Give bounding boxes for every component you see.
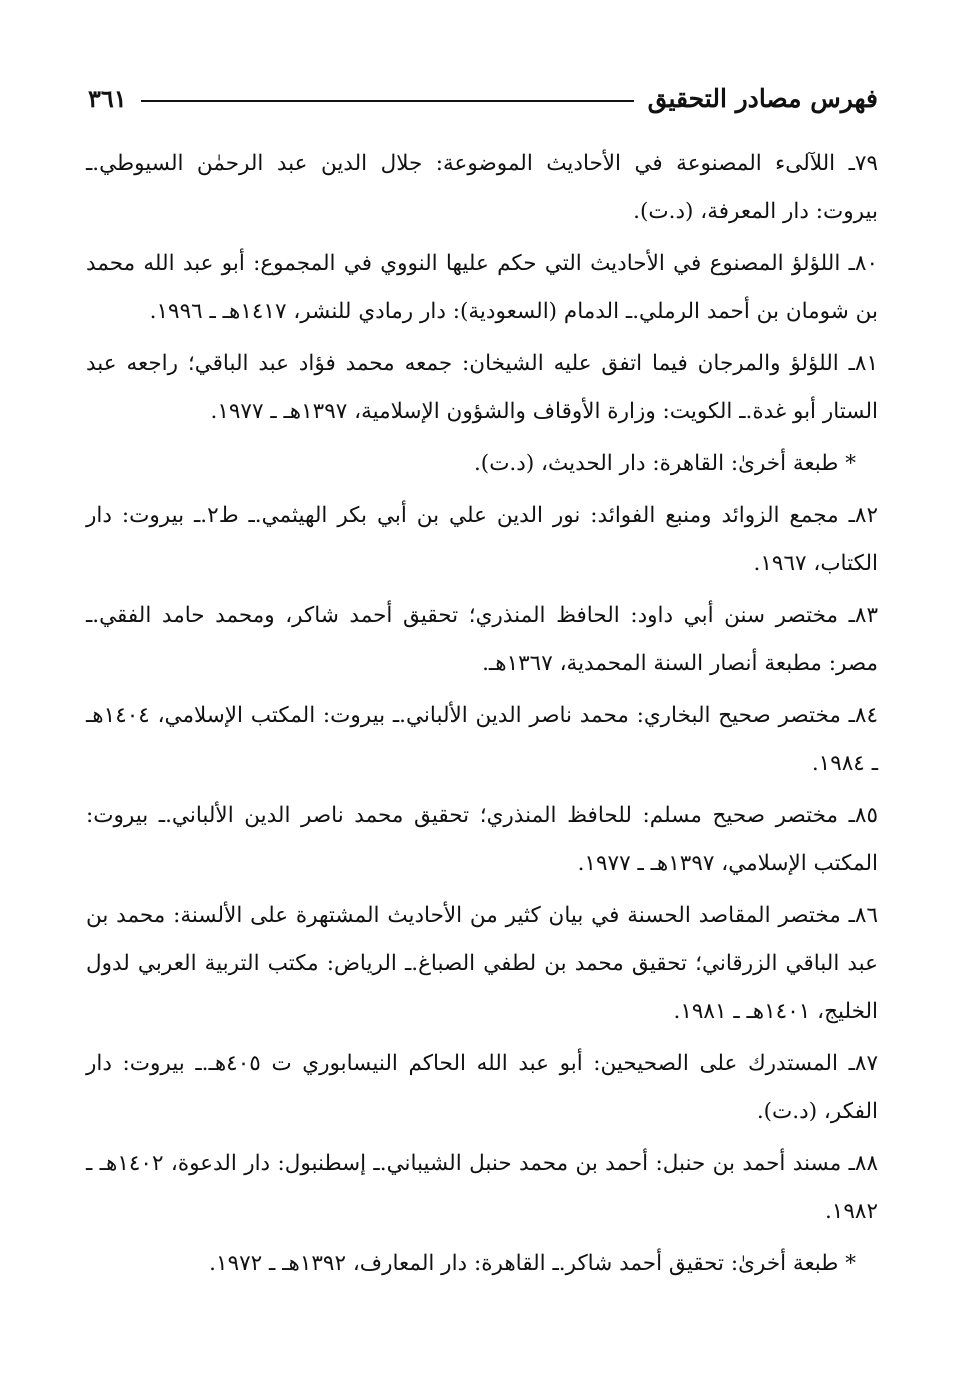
running-header — [88, 78, 878, 118]
bibliography-entry-87: ٨٧ـ المستدرك على الصحيحين: أبو عبد الله الحاكم النيسابوري ت ٤٠٥هـ.ـ بيروت: دار الفكر، (د.ت). — [86, 1051, 878, 1124]
bibliography-entry-86: ٨٦ـ مختصر المقاصد الحسنة في بيان كثير من الأحاديث المشتهرة على الألسنة: محمد بن عبد الباقي الزرقاني؛ تحقيق محمد بن لطفي الصباغ.ـ الرياض: مكتب التربية العربي لدول الخليج، ١٤٠١هـ ـ ١٩٨١. — [86, 903, 878, 1024]
edition-note: * طبعة أخرىٰ: القاهرة: دار الحديث، (د.ت). — [473, 451, 856, 476]
bibliography-list — [86, 140, 878, 1292]
edition-note: * طبعة أخرىٰ: تحقيق أحمد شاكر.ـ القاهرة: دار المعارف، ١٣٩٢هـ ـ ١٩٧٢. — [209, 1251, 856, 1276]
bibliography-entry-81: ٨١ـ اللؤلؤ والمرجان فيما اتفق عليه الشيخان: جمعه محمد فؤاد عبد الباقي؛ راجعه عبد الستار أبو غدة.ـ الكويت: وزارة الأوقاف والشؤون الإسلامية، ١٣٩٧هـ ـ ١٩٧٧. — [86, 351, 878, 424]
bibliography-entry-79: ٧٩ـ اللآلىء المصنوعة في الأحاديث الموضوعة: جلال الدين عبد الرحمٰن السيوطي.ـ بيروت: دار المعرفة، (د.ت). — [86, 151, 878, 224]
page-title: فهرس مصادر التحقيق — [647, 83, 878, 113]
bibliography-entry-83: ٨٣ـ مختصر سنن أبي داود: الحافظ المنذري؛ تحقيق أحمد شاكر، ومحمد حامد الفقي.ـ مصر: مطبعة أنصار السنة المحمدية، ١٣٦٧هـ. — [86, 603, 878, 676]
page-number: ٣٦١ — [88, 83, 127, 113]
bibliography-entry-80: ٨٠ـ اللؤلؤ المصنوع في الأحاديث التي حكم عليها النووي في المجموع: أبو عبد الله محمد بن شومان بن أحمد الرملي.ـ الدمام (السعودية): دار رمادي للنشر، ١٤١٧هـ ـ ١٩٩٦. — [86, 251, 878, 324]
bibliography-entry-84: ٨٤ـ مختصر صحيح البخاري: محمد ناصر الدين الألباني.ـ بيروت: المكتب الإسلامي، ١٤٠٤هـ ـ ١٩٨٤. — [86, 703, 878, 776]
bibliography-entry-88: ٨٨ـ مسند أحمد بن حنبل: أحمد بن محمد حنبل الشيباني.ـ إسطنبول: دار الدعوة، ١٤٠٢هـ ـ ١٩٨٢. — [86, 1151, 878, 1224]
bibliography-entry-82: ٨٢ـ مجمع الزوائد ومنبع الفوائد: نور الدين علي بن أبي بكر الهيثمي.ـ ط٢.ـ بيروت: دار الكتاب، ١٩٦٧. — [86, 503, 879, 576]
header-rule — [141, 100, 634, 102]
bibliography-entry-85: ٨٥ـ مختصر صحيح مسلم: للحافظ المنذري؛ تحقيق محمد ناصر الدين الألباني.ـ بيروت: المكتب الإسلامي، ١٣٩٧هـ ـ ١٩٧٧. — [86, 803, 878, 876]
